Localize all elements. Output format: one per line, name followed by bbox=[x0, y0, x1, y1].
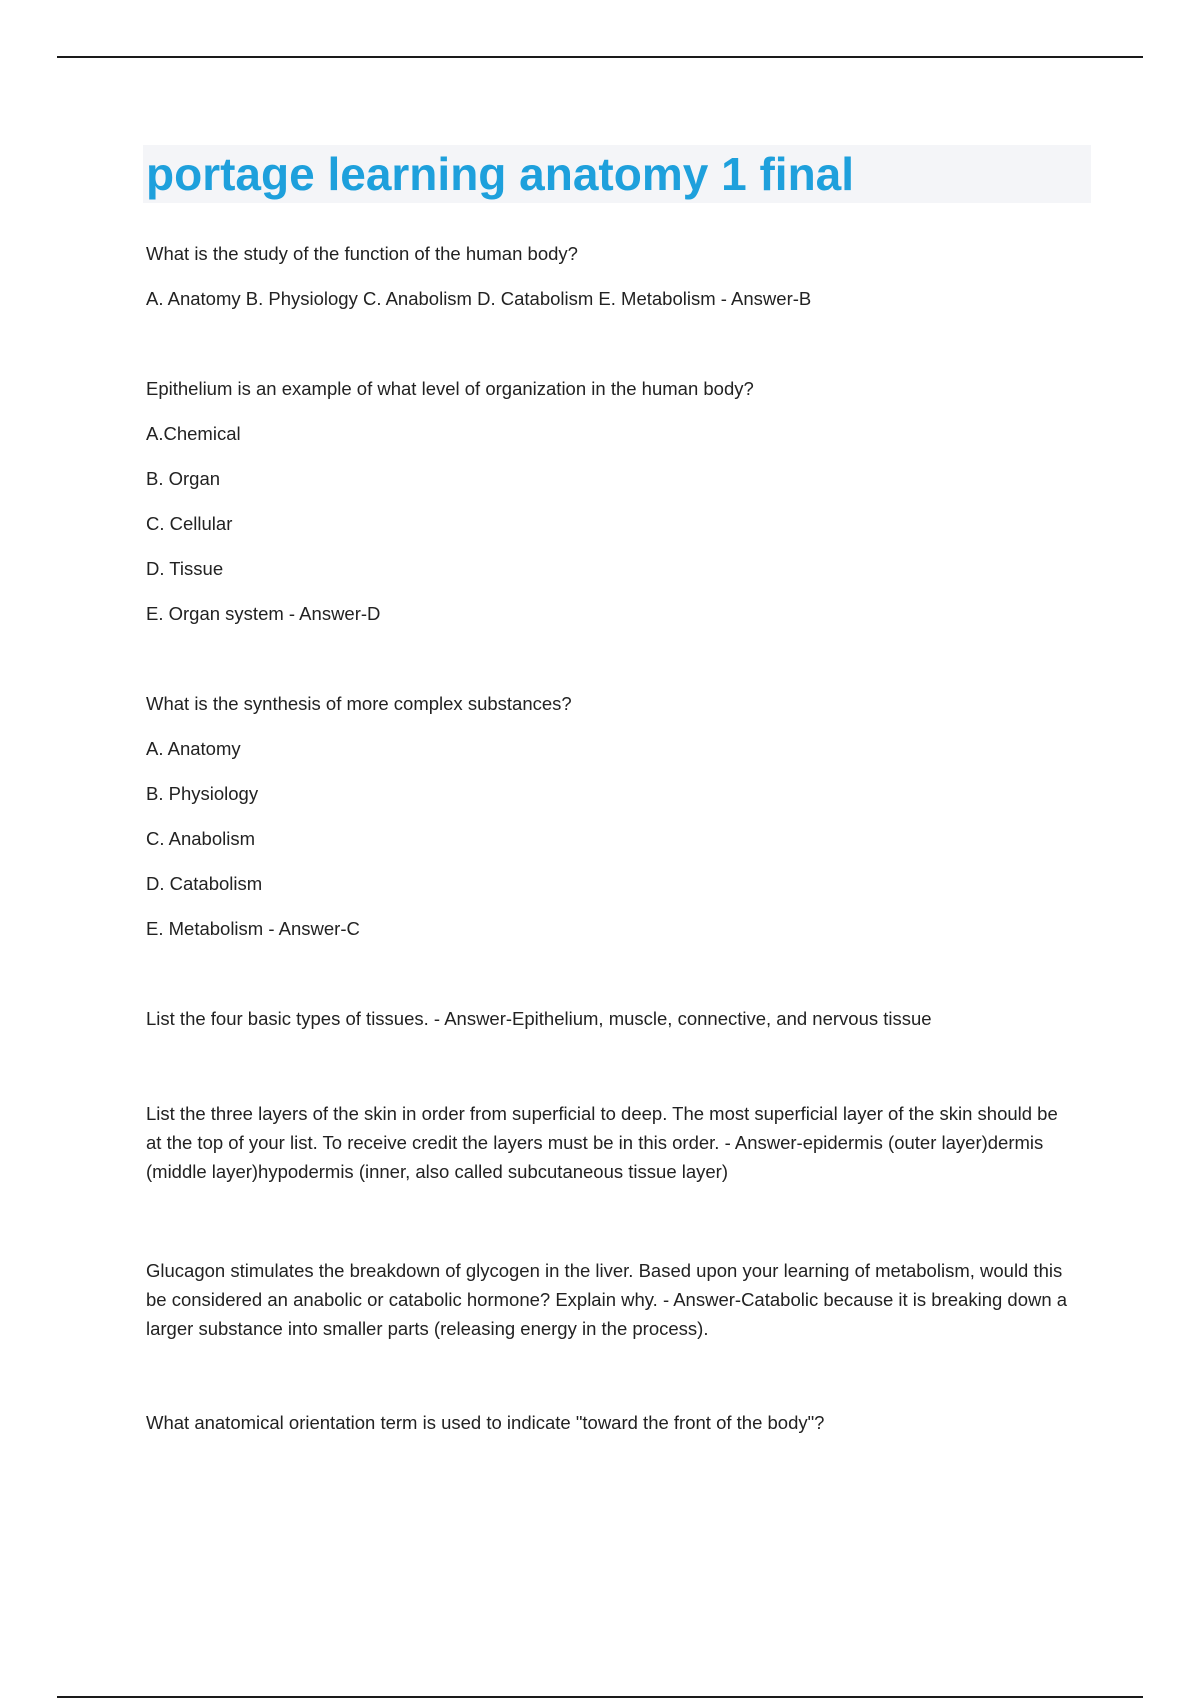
document-body bbox=[146, 244, 1076, 1458]
answer-options: A. Anatomy B. Physiology C. Anabolism D. Catabolism E. Metabolism - Answer-B bbox=[146, 288, 812, 309]
block-spacer bbox=[146, 1211, 1076, 1256]
block-spacer bbox=[146, 964, 1076, 1009]
answer-option: B. Physiology bbox=[146, 783, 259, 804]
question-answer-text: List the three layers of the skin in order from superficial to deep. The most superficial layer of the skin should be at the top of your list. To receive credit the layers must be in this order. - Answer-epidermis (outer layer)dermis (middle layer)hypodermis (inner, also called subcutaneous tissue layer) bbox=[146, 1103, 1058, 1182]
question-block bbox=[146, 244, 1076, 309]
block-spacer bbox=[146, 1054, 1076, 1099]
answer-option: C. Anabolism bbox=[146, 828, 255, 849]
question-text: What anatomical orientation term is used to indicate "toward the front of the body"? bbox=[146, 1412, 825, 1433]
question-block bbox=[146, 1009, 1076, 1029]
block-spacer bbox=[146, 1368, 1076, 1413]
bottom-rule bbox=[57, 1696, 1143, 1698]
answer-option: B. Organ bbox=[146, 468, 221, 489]
answer-option: A.Chemical bbox=[146, 423, 241, 444]
question-text: Epithelium is an example of what level of organization in the human body? bbox=[146, 378, 754, 399]
question-block bbox=[146, 1099, 1076, 1186]
answer-option: E. Organ system - Answer-D bbox=[146, 603, 381, 624]
answer-option: D. Catabolism bbox=[146, 873, 263, 894]
answer-option: A. Anatomy bbox=[146, 738, 241, 759]
question-text: What is the synthesis of more complex substances? bbox=[146, 693, 572, 714]
answer-option: D. Tissue bbox=[146, 558, 224, 579]
question-text: What is the study of the function of the human body? bbox=[146, 243, 578, 264]
question-block bbox=[146, 1256, 1076, 1343]
question-answer-text: List the four basic types of tissues. - Answer-Epithelium, muscle, connective, and nervous tissue bbox=[146, 1008, 932, 1029]
top-rule bbox=[57, 56, 1143, 58]
block-spacer bbox=[146, 649, 1076, 694]
page-title: portage learning anatomy 1 final bbox=[146, 148, 855, 200]
question-answer-text: Glucagon stimulates the breakdown of glycogen in the liver. Based upon your learning of metabolism, would this be considered an anabolic or catabolic hormone? Explain why. - Answer-Catabolic because it is breaking down a larger substance into smaller parts (releasing energy in the process). bbox=[146, 1260, 1068, 1339]
question-block bbox=[146, 694, 1076, 939]
question-block bbox=[146, 1413, 1076, 1433]
block-spacer bbox=[146, 334, 1076, 379]
answer-option: C. Cellular bbox=[146, 513, 233, 534]
answer-option: E. Metabolism - Answer-C bbox=[146, 918, 360, 939]
question-block bbox=[146, 379, 1076, 624]
